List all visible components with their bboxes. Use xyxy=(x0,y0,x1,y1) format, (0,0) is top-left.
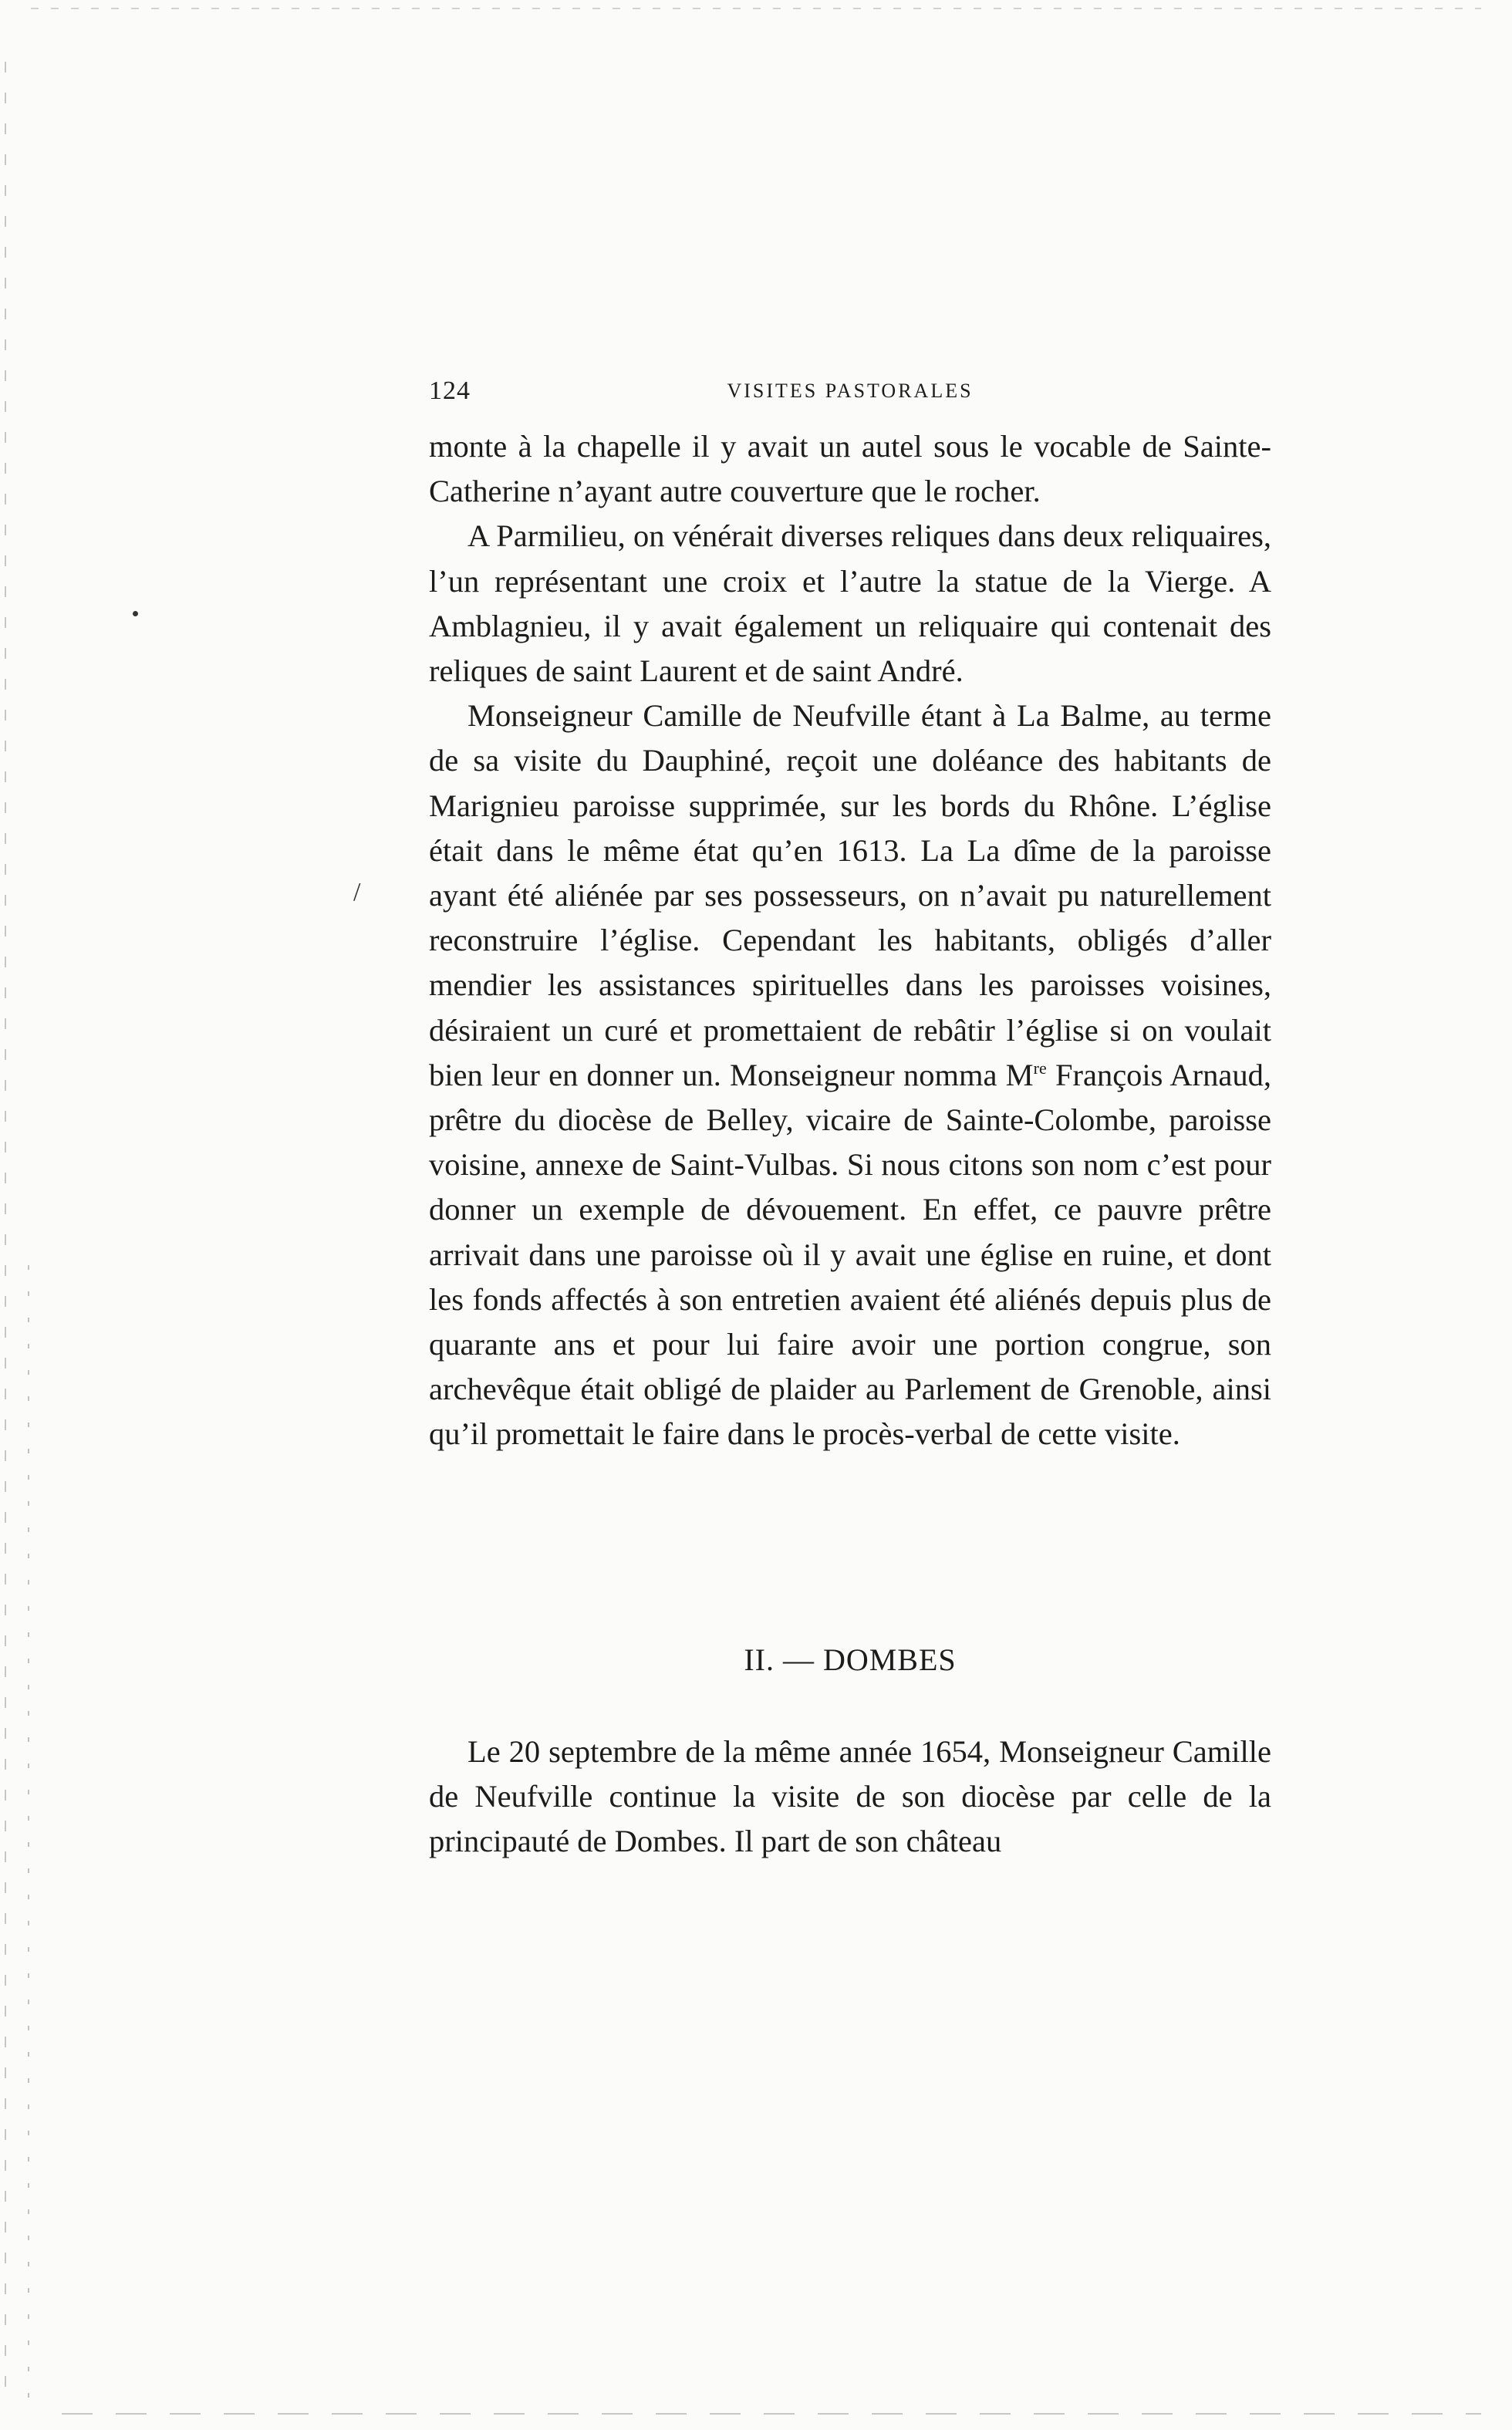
superscript: re xyxy=(1033,1058,1047,1078)
page-number: 124 xyxy=(429,376,471,405)
paragraph: A Parmilieu, on vénérait diverses reliques dans deux reliquaires, l’un représentant une croix et l’autre la statue de la Vierge. A Amblagnieu, il y avait également un reliquaire qui contenait des reliques de saint Laurent et de saint André. xyxy=(429,518,1271,689)
paragraph: monte à la chapelle il y avait un autel sous le vocable de Sainte-Catherine n’ayant autre couverture que le rocher. xyxy=(429,429,1271,509)
section-heading: II. — DOMBES xyxy=(744,1642,957,1677)
scan-edge-left xyxy=(5,62,6,2407)
paragraph-text: François Arnaud, prêtre du diocèse de Belley, vicaire de Sainte-Colombe, paroisse voisine, annexe de Saint-Vulbas. Si nous citons son nom c’est pour donner un exemple de dévouement. En effet, ce pauvre prêtre arrivait dans une paroisse où il y avait une église en ruine, et dont les fonds affectés à son entretien avaient été aliénés depuis plus de quarante ans et pour lui faire avoir une portion congrue, son archevêque était obligé de plaider au Parlement de Grenoble, ainsi qu’il promettait le faire dans le procès-verbal de cette visite. xyxy=(429,1057,1272,1452)
scan-edge-bottom xyxy=(62,2413,1481,2415)
ink-speck xyxy=(133,611,138,616)
section-body-text xyxy=(429,1730,1271,1865)
scan-edge-left-inner xyxy=(28,1265,29,2407)
pencil-mark: / xyxy=(353,878,361,906)
body-text xyxy=(429,424,1271,1457)
paragraph xyxy=(429,694,1271,1456)
running-title: VISITES PASTORALES xyxy=(727,380,974,402)
running-head xyxy=(429,376,1271,407)
paragraph-text: Monseigneur Camille de Neufville étant à La Balme, au terme de sa visite du Dauphiné, reçoit une doléance des habitants de Marignieu paroisse supprimée, sur les bords du Rhône. L’église était dans le même état qu’en 1613. La La dîme de la paroisse ayant été aliénée par ses possesseurs, on n’avait pu naturellement reconstruire l’église. Cependant les habitants, obligés d’aller mendier les assistances spirituelles dans les paroisses voisines, désiraient un curé et promettaient de rebâtir l’église si on voulait bien leur en donner un. Monseigneur nomma M xyxy=(429,698,1271,1092)
paragraph: Le 20 septembre de la même année 1654, Monseigneur Camille de Neufville continue la visite de son diocèse par celle de la principauté de Dombes. Il part de son château xyxy=(429,1734,1271,1859)
scan-edge-top xyxy=(31,8,1481,9)
